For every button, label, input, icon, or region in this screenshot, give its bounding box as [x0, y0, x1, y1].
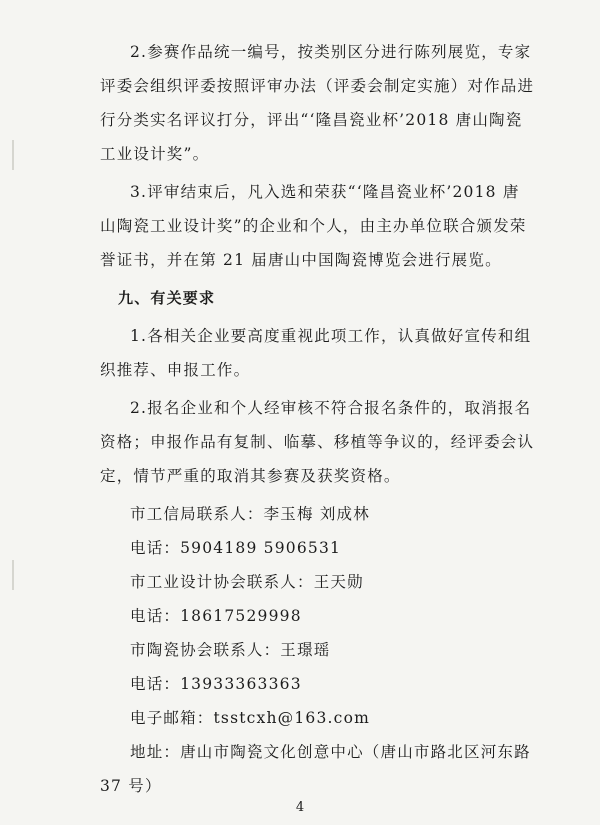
contact-line: 市工业设计协会联系人：王天勋 [130, 573, 364, 591]
paragraph-line: 誉证书，并在第 21 届唐山中国陶瓷博览会进行展览。 [100, 251, 502, 269]
paragraph-line: 2.参赛作品统一编号，按类别区分进行陈列展览，专家 [130, 43, 532, 61]
contact-phone: 电话：13933363363 [130, 675, 302, 693]
binding-mark [12, 140, 14, 170]
contact-phone: 电话：18617529998 [130, 607, 302, 625]
paragraph-line: 1.各相关企业要高度重视此项工作，认真做好宣传和组 [130, 327, 532, 345]
contact-line: 市陶瓷协会联系人：王璟瑶 [130, 641, 331, 659]
paragraph-line: 3.评审结束后，凡入选和荣获“‘隆昌瓷业杯’2018 唐 [130, 183, 520, 201]
page-number: 4 [295, 800, 305, 815]
contact-address: 地址：唐山市陶瓷文化创意中心（唐山市路北区河东路 [130, 743, 531, 761]
contact-address: 37 号） [100, 777, 162, 795]
section-heading: 九、有关要求 [118, 289, 216, 307]
contact-line: 市工信局联系人：李玉梅 刘成林 [130, 505, 370, 523]
contact-phone: 电话：5904189 5906531 [130, 539, 342, 557]
paragraph-line: 织推荐、申报工作。 [100, 361, 251, 379]
paragraph-line: 定，情节严重的取消其参赛及获奖资格。 [100, 467, 401, 485]
paragraph-line: 资格；申报作品有复制、临摹、移植等争议的，经评委会认 [100, 433, 535, 451]
paragraph-line: 行分类实名评议打分，评出“‘隆昌瓷业杯’2018 唐山陶瓷 [100, 111, 523, 129]
paragraph-line: 评委会组织评委按照评审办法（评委会制定实施）对作品进 [100, 77, 535, 95]
paragraph-line: 工业设计奖”。 [100, 145, 210, 163]
paragraph-line: 山陶瓷工业设计奖”的企业和个人，由主办单位联合颁发荣 [100, 217, 527, 235]
paragraph-line: 2.报名企业和个人经审核不符合报名条件的，取消报名 [130, 399, 532, 417]
contact-email: 电子邮箱：tsstcxh@163.com [130, 709, 370, 727]
binding-mark [12, 560, 14, 590]
